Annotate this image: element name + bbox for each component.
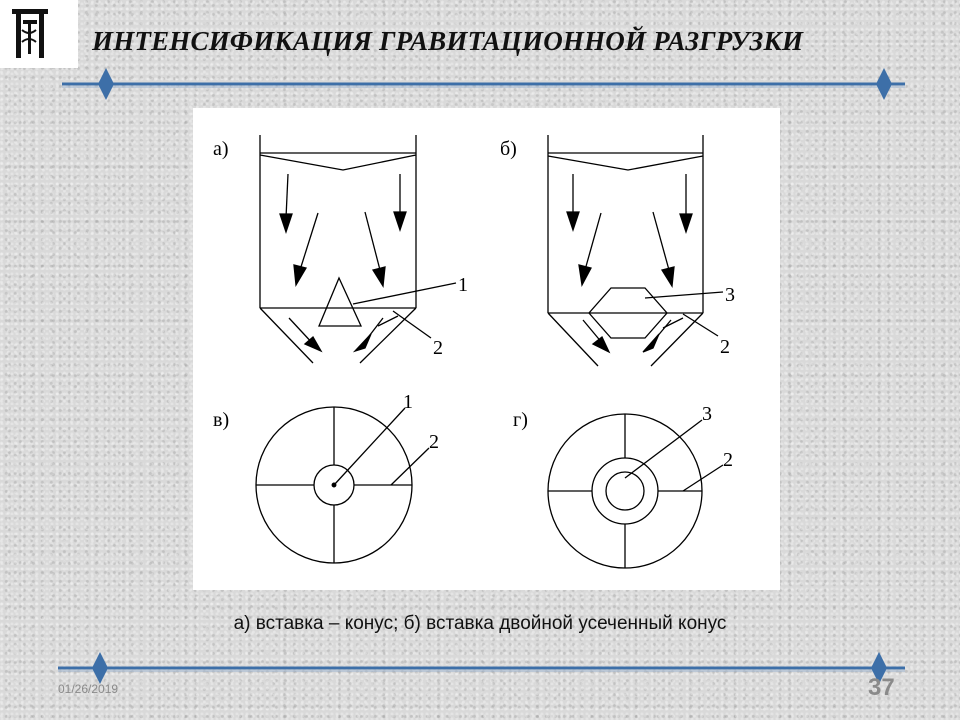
diamond-right-icon <box>876 68 892 100</box>
panel-v <box>213 391 439 563</box>
callout-v-1: 1 <box>403 391 413 413</box>
panel-b <box>500 135 735 366</box>
panel-label-b: б) <box>500 138 517 160</box>
slide-title: ИНТЕНСИФИКАЦИЯ ГРАВИТАЦИОННОЙ РАЗГРУЗКИ <box>92 26 804 56</box>
callout-b-2: 2 <box>720 336 730 358</box>
panel-label-v: в) <box>213 409 230 431</box>
callout-g-3: 3 <box>702 403 712 425</box>
panel-g <box>513 403 733 568</box>
figure-caption: а) вставка – конус; б) вставка двойной усеченный конус <box>233 613 727 634</box>
callout-a-1: 1 <box>458 274 468 296</box>
university-logo-icon <box>0 0 78 68</box>
callout-a-2: 2 <box>433 337 443 359</box>
figure-panel <box>193 108 780 590</box>
callout-g-2: 2 <box>723 449 733 471</box>
top-divider <box>0 64 960 104</box>
hopper-diagram <box>193 108 780 590</box>
diamond-left-icon <box>92 652 108 684</box>
callout-b-3: 3 <box>725 284 735 306</box>
panel-a <box>213 135 468 363</box>
bottom-divider <box>0 648 960 688</box>
panel-label-g: г) <box>513 409 528 431</box>
page-number: 37 <box>868 674 895 701</box>
logo <box>0 0 78 68</box>
diamond-left-icon <box>98 68 114 100</box>
footer-date: 01/26/2019 <box>58 682 119 696</box>
callout-v-2: 2 <box>429 431 439 453</box>
panel-label-a: а) <box>213 138 229 160</box>
